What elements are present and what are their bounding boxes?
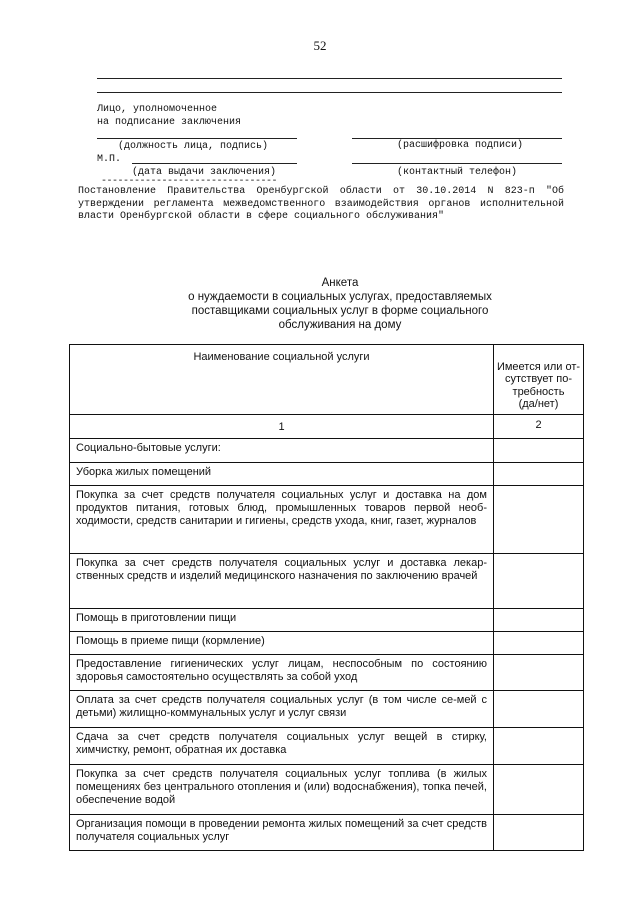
need-cell[interactable] (494, 764, 584, 814)
need-cell[interactable] (494, 438, 584, 462)
need-cell[interactable] (494, 485, 584, 553)
header-need-text: Имеется или от- сутствует по- требность (да/нет) (496, 360, 581, 410)
signature-decoding-caption: (расшифровка подписи) (397, 140, 524, 151)
blank-line (97, 78, 562, 79)
authorized-person-label: Лицо, уполномоченное (97, 104, 218, 115)
position-signature-caption: (должность лица, подпись) (118, 141, 269, 152)
need-cell[interactable] (494, 654, 584, 690)
authorized-person-label-2: на подписание заключения (97, 117, 242, 128)
resolution-reference: Постановление Правительства Оренбургской области от 30.10.2014 N 823-п "Об утверждении регламента межведомственного взаимодействия органов исполнительной власти Оренбургской области в сфере социального обслуживания" (78, 186, 564, 222)
need-cell[interactable] (494, 814, 584, 850)
footnote-separator: -------------------------------- (101, 176, 278, 187)
need-cell[interactable] (494, 553, 584, 608)
position-signature-line (97, 138, 297, 139)
need-cell[interactable] (494, 690, 584, 727)
need-cell[interactable] (494, 462, 584, 485)
service-name-cell: Организация помощи в проведении ремонта жилых помещений за счет средств получателя социальных услуг (70, 814, 494, 850)
column-number-1: 1 (70, 414, 494, 438)
need-cell[interactable] (494, 631, 584, 654)
table-row (70, 727, 584, 764)
header-service-name (70, 345, 494, 415)
form-title (160, 276, 520, 332)
service-name-cell: Социально-бытовые услуги: (70, 438, 494, 462)
table-header-row (70, 345, 584, 415)
blank-line (97, 92, 562, 93)
header-service-name-text: Наименование социальной услуги (193, 351, 370, 363)
need-cell[interactable] (494, 727, 584, 764)
service-name-cell: Покупка за счет средств получателя социальных услуг топлива (в жилых помещениях без центрального отопления и (или) водоснабжения), топка печей, обеспечение водой (70, 764, 494, 814)
table-row (70, 438, 584, 462)
table-row (70, 764, 584, 814)
need-cell[interactable] (494, 608, 584, 631)
needs-table (69, 344, 584, 851)
signature-decoding-line (352, 138, 562, 139)
service-name-cell: Оплата за счет средств получателя социальных услуг (в том числе се-мей с детьми) жилищно-коммунальных услуг и услуг связи (70, 690, 494, 727)
table-row (70, 553, 584, 608)
form-title-line-1: Анкета (321, 277, 359, 289)
service-name-cell: Предоставление гигиенических услуг лицам, неспособным по состоянию здоровья самостоятельно осуществлять за собой уход (70, 654, 494, 690)
service-name-cell: Покупка за счет средств получателя социальных услуг и доставка на дом продуктов питания, готовых блюд, промышленных товаров первой необ-ходимости, средств санитарии и гигиены, средств ухода, книг, газет, журналов (70, 485, 494, 553)
column-number-row (70, 414, 584, 438)
table-row (70, 814, 584, 850)
service-name-cell: Уборка жилых помещений (70, 462, 494, 485)
service-name-cell: Помощь в приготовлении пищи (70, 608, 494, 631)
phone-caption: (контактный телефон) (397, 167, 518, 178)
phone-line (352, 163, 562, 164)
service-name-cell: Сдача за счет средств получателя социальных услуг вещей в стирку, химчистку, ремонт, обратная их доставка (70, 727, 494, 764)
stamp-label: М.П. (97, 154, 122, 165)
issue-date-caption: (дата выдачи заключения) (132, 167, 277, 178)
table-row (70, 608, 584, 631)
issue-date-line (132, 163, 297, 164)
table-row (70, 462, 584, 485)
page-number: 52 (313, 38, 327, 53)
table-row (70, 485, 584, 553)
table-row (70, 631, 584, 654)
service-name-cell: Помощь в приеме пищи (кормление) (70, 631, 494, 654)
service-name-cell: Покупка за счет средств получателя социальных услуг и доставка лекар-ственных средств и изделий медицинского назначения по заключению врачей (70, 553, 494, 608)
table-row (70, 690, 584, 727)
table-row (70, 654, 584, 690)
column-number-2: 2 (494, 414, 584, 438)
form-title-line-3: поставщиками социальных услуг в форме социального (191, 305, 489, 317)
header-need (494, 345, 584, 415)
form-title-line-2: о нуждаемости в социальных услугах, предоставляемых (188, 291, 492, 303)
form-title-line-4: обслуживания на дому (278, 319, 402, 331)
